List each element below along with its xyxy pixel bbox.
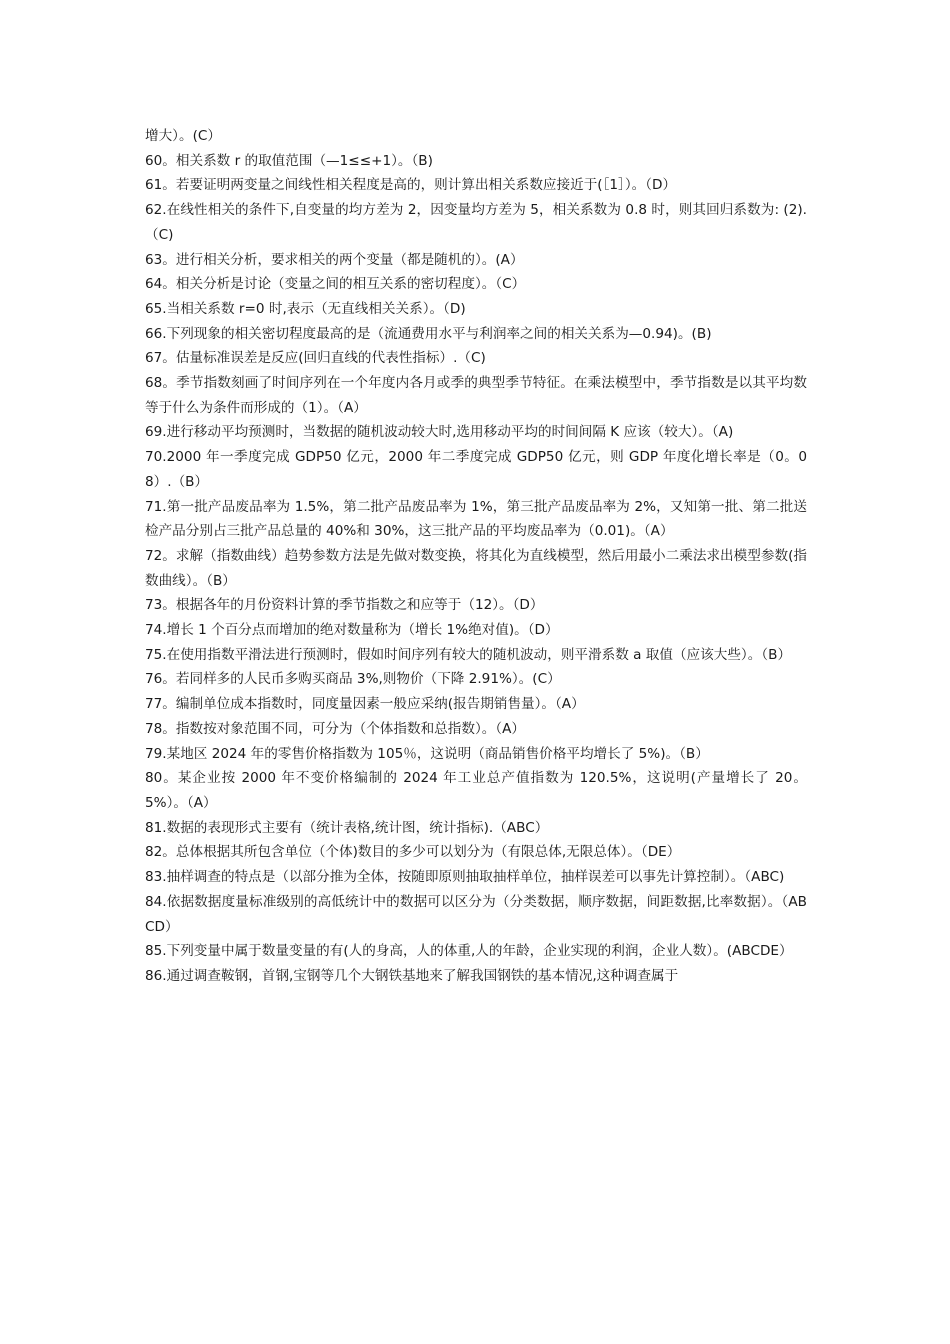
paragraph-59-cont: 增大）。(C） xyxy=(145,128,221,144)
paragraph-76: 76。若同样多的人民币多购买商品 3%,则物价（下降 2.91%）。(C） xyxy=(145,671,561,688)
paragraph-85: 85.下列变量中属于数量变量的有(人的身高，人的体重,人的年龄，企业实现的利润，企业人数）。(ABCDE） xyxy=(145,943,793,960)
paragraph-83: 83.抽样调查的特点是（以部分推为全体，按随即原则抽取抽样单位，抽样误差可以事先计算控制）。（ABC) xyxy=(145,869,785,886)
paragraph-65: 65.当相关系数 r=0 时,表示（无直线相关关系）。（D) xyxy=(145,300,466,317)
paragraph-79: 79.某地区 2024 年的零售价格指数为 105％，这说明（商品销售价格平均增长了 5%)。（B） xyxy=(145,745,709,762)
paragraph-70: 70.2000 年一季度完成 GDP50 亿元，2000 年二季度完成 GDP50 亿元，则 GDP 年度化增长率是（0。08）.（B） xyxy=(145,449,807,490)
paragraph-71: 71.第一批产品废品率为 1.5%，第二批产品废品率为 1%，第三批产品废品率为 2%，又知第一批、第二批送检产品分别占三批产品总量的 40%和 30%，这三批产品的平均废品率为（0.01)。（A） xyxy=(145,498,807,540)
paragraph-74: 74.增长 1 个百分点而增加的绝对数量称为（增长 1%绝对值)。（D） xyxy=(145,622,559,639)
paragraph-72: 72。求解（指数曲线）趋势参数方法是先做对数变换，将其化为直线模型，然后用最小二乘法求出模型参数(指数曲线）。（B） xyxy=(145,547,807,589)
paragraph-63: 63。进行相关分析，要求相关的两个变量（都是随机的）。(A） xyxy=(145,251,524,268)
paragraph-61: 61。若要证明两变量之间线性相关程度是高的，则计算出相关系数应接近于(［1］）。（D） xyxy=(145,177,677,194)
paragraph-66: 66.下列现象的相关密切程度最高的是（流通费用水平与利润率之间的相关关系为—0.94)。(B) xyxy=(145,325,712,342)
paragraph-60: 60。相关系数 r 的取值范围（—1≤≤+1）。（B) xyxy=(145,152,433,169)
paragraph-64: 64。相关分析是讨论（变量之间的相互关系的密切程度）。（C） xyxy=(145,276,526,293)
paragraph-77: 77。编制单位成本指数时，同度量因素一般应采纳(报告期销售量）。（A） xyxy=(145,696,585,713)
paragraph-73: 73。根据各年的月份资料计算的季节指数之和应等于（12）。（D） xyxy=(145,597,544,614)
paragraph-62: 62.在线性相关的条件下,自变量的均方差为 2，因变量均方差为 5，相关系数为 0.8 时，则其回归系数为: (2).（C) xyxy=(145,202,807,243)
paragraph-78: 78。指数按对象范围不同，可分为（个体指数和总指数）。（A） xyxy=(145,720,526,737)
paragraph-82: 82。总体根据其所包含单位（个体)数目的多少可以划分为（有限总体,无限总体）。（DE） xyxy=(145,844,681,861)
paragraph-84: 84.依据数据度量标准级别的高低统计中的数据可以区分为（分类数据，顺序数据，间距数据,比率数据）。（ABCD） xyxy=(145,893,807,935)
paragraph-86: 86.通过调查鞍钢，首钢,宝钢等几个大钢铁基地来了解我国钢铁的基本情况,这种调查属于 xyxy=(145,967,679,984)
document-body xyxy=(145,124,807,989)
paragraph-68: 68。季节指数刻画了时间序列在一个年度内各月或季的典型季节特征。在乘法模型中，季节指数是以其平均数等于什么为条件而形成的（1）。（A） xyxy=(145,375,807,416)
paragraph-75: 75.在使用指数平滑法进行预测时，假如时间序列有较大的随机波动，则平滑系数 a 取值（应该大些）。（B） xyxy=(145,646,792,663)
paragraph-69: 69.进行移动平均预测时，当数据的随机波动较大时,选用移动平均的时间间隔 K 应该（较大）。（A) xyxy=(145,424,734,441)
paragraph-80: 80。某企业按 2000 年不变价格编制的 2024 年工业总产值指数为 120.5%，这说明(产量增长了 20。5%）。（A） xyxy=(145,770,807,811)
paragraph-81: 81.数据的表现形式主要有（统计表格,统计图，统计指标).（ABC） xyxy=(145,819,549,836)
paragraph-67: 67。估量标准误差是反应(回归直线的代表性指标）.（C) xyxy=(145,350,486,367)
